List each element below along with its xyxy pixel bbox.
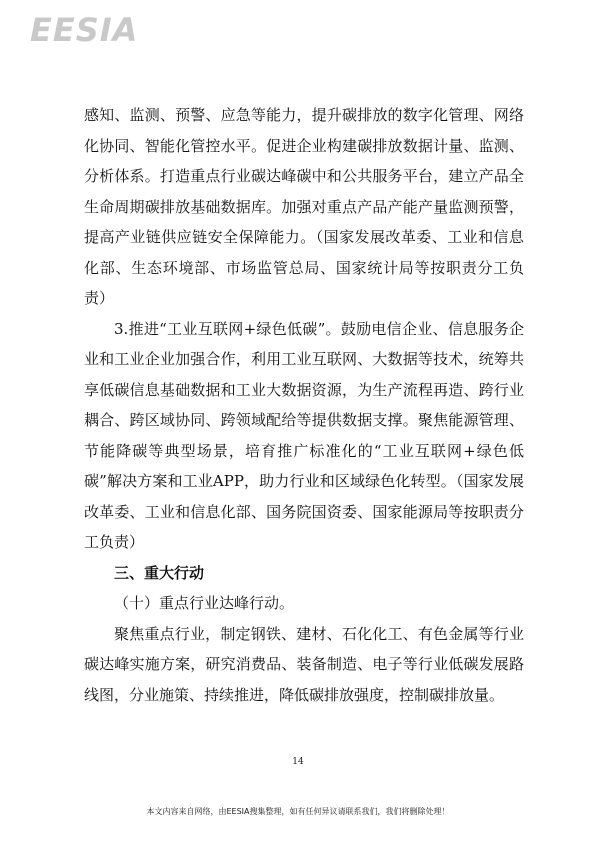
footer-disclaimer: 本文内容来自网络，由EESIA搜集整理，如有任何异议请联系我们，我们将删除处理！: [146, 807, 450, 816]
section-heading: 三、重大行动: [114, 563, 205, 582]
eesia-logo: EESIA: [30, 11, 139, 49]
paragraph-key-industries: 聚焦重点行业，制定钢铁、建材、石化化工、有色金属等行业碳达峰实施方案，研究消费品、装备制造、电子等行业低碳发展路线图，分业施策、持续推进，降低碳排放强度，控制碳排放量。: [84, 624, 524, 704]
subsection-heading: （十）重点行业达峰行动。: [114, 594, 295, 612]
page-number: 14: [292, 757, 304, 767]
document-body: [84, 100, 524, 710]
paragraph-continued: 感知、监测、预警、应急等能力，提升碳排放的数字化管理、网络化协同、智能化管控水平。促进企业构建碳排放数据计量、监测、分析体系。打造重点行业碳达峰碳中和公共服务平台，建立产品全生命周期碳排放基础数据库。加强对重点产品产能产量监测预警，提高产业链供应链安全保障能力。（国家发展改革委、工业和信息化部、生态环境部、市场监管总局、国家统计局等按职责分工负责）: [84, 106, 524, 307]
paragraph-industrial-internet: 3.推进“工业互联网+绿色低碳”。鼓励电信企业、信息服务企业和工业企业加强合作，利用工业互联网、大数据等技术，统筹共享低碳信息基础数据和工业大数据资源，为生产流程再造、跨行业耦合、跨区域协同、跨领域配给等提供数据支撑。聚焦能源管理、节能降碳等典型场景，培育推广标准化的“工业互联网+绿色低碳”解决方案和工业APP，助力行业和区域绿色化转型。（国家发展改革委、工业和信息化部、国务院国资委、国家能源局等按职责分工负责）: [84, 319, 524, 551]
